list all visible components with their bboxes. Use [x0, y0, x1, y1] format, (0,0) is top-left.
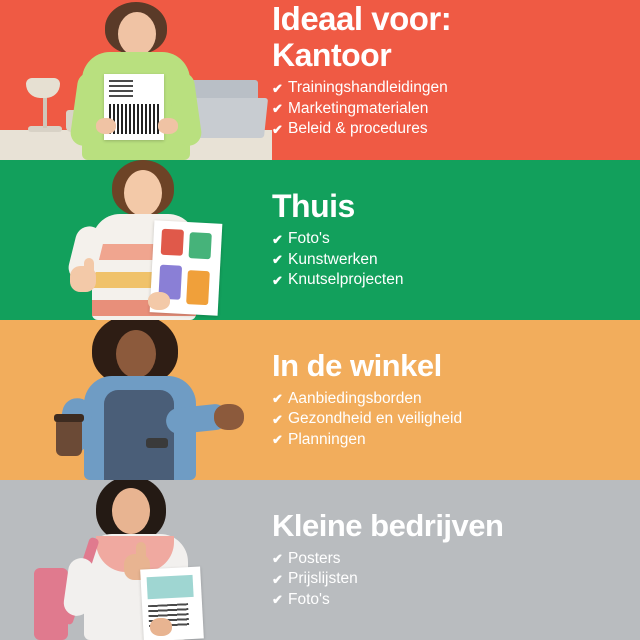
list-item-label: Trainingshandleidingen — [288, 79, 448, 97]
apron-shape — [104, 390, 174, 480]
person-head — [112, 488, 150, 534]
list-item-label: Marketingmaterialen — [288, 99, 429, 117]
band-office-title: Kantoor — [272, 36, 392, 73]
list-item-label: Foto's — [288, 590, 330, 608]
handprint-shape — [161, 229, 184, 256]
list-item — [272, 250, 632, 270]
band-home-bullets — [272, 229, 632, 290]
person-right-hand — [158, 118, 178, 134]
band-office — [0, 0, 640, 160]
list-item — [272, 590, 632, 610]
list-item-label: Foto's — [288, 230, 330, 248]
band-office-bullets — [272, 78, 632, 139]
barcode-graphic — [109, 104, 159, 134]
list-item-label: Beleid & procedures — [288, 120, 428, 138]
list-item — [272, 99, 632, 119]
photo-office — [0, 0, 272, 160]
band-business-text — [272, 480, 632, 640]
band-business-bullets — [272, 549, 632, 610]
band-business — [0, 480, 640, 640]
band-home-text — [272, 160, 632, 320]
list-item-label: Gezondheid en veiligheid — [288, 410, 463, 428]
list-item — [272, 389, 632, 409]
check-icon: ✔ — [272, 391, 283, 407]
check-icon: ✔ — [272, 80, 283, 96]
list-item-label: Knutselprojecten — [288, 271, 404, 289]
check-icon: ✔ — [272, 252, 283, 268]
list-item-label: Prijslijsten — [288, 570, 358, 588]
coffee-cup-lid-icon — [54, 414, 84, 422]
band-home — [0, 160, 640, 320]
person-right-hand — [148, 292, 170, 310]
check-icon: ✔ — [272, 231, 283, 247]
footprint-shape — [186, 270, 210, 305]
list-item — [272, 270, 632, 290]
check-icon: ✔ — [272, 592, 283, 608]
thumb-shape — [84, 258, 94, 278]
check-icon: ✔ — [272, 571, 283, 587]
list-item — [272, 569, 632, 589]
list-item — [272, 409, 632, 429]
person-right-hand — [150, 618, 172, 636]
list-item-label: Planningen — [288, 430, 366, 448]
list-item — [272, 549, 632, 569]
person-head — [124, 170, 162, 216]
pointing-hand-icon — [214, 404, 244, 430]
list-item-label: Aanbiedingsborden — [288, 389, 422, 407]
document-text-lines — [109, 80, 133, 100]
band-office-text — [272, 0, 632, 160]
band-store-text — [272, 320, 632, 480]
list-item-label: Kunstwerken — [288, 250, 378, 268]
person-head — [116, 330, 156, 378]
handprint-shape — [189, 232, 212, 259]
check-icon: ✔ — [272, 411, 283, 427]
document-image-block — [147, 575, 194, 599]
list-item — [272, 229, 632, 249]
lamp-shade-icon — [26, 78, 60, 98]
band-store — [0, 320, 640, 480]
check-icon: ✔ — [272, 121, 283, 137]
check-icon: ✔ — [272, 101, 283, 117]
thumb-shape — [136, 542, 146, 562]
check-icon: ✔ — [272, 432, 283, 448]
list-item — [272, 78, 632, 98]
person-left-hand — [96, 118, 116, 134]
list-item — [272, 430, 632, 450]
lamp-stem-icon — [43, 94, 47, 128]
band-home-title: Thuis — [272, 187, 355, 224]
band-business-title: Kleine bedrijven — [272, 508, 504, 544]
photo-store — [0, 320, 272, 480]
list-item — [272, 119, 632, 139]
person-head — [118, 12, 156, 56]
photo-home — [0, 160, 272, 320]
band-store-title: In de winkel — [272, 348, 442, 384]
photo-business — [0, 480, 272, 640]
coffee-cup-icon — [56, 420, 82, 456]
page-title: Ideaal voor: — [272, 0, 452, 37]
check-icon: ✔ — [272, 272, 283, 288]
wristwatch-icon — [146, 438, 168, 448]
band-store-bullets — [272, 389, 632, 450]
list-item-label: Posters — [288, 549, 341, 567]
check-icon: ✔ — [272, 551, 283, 567]
